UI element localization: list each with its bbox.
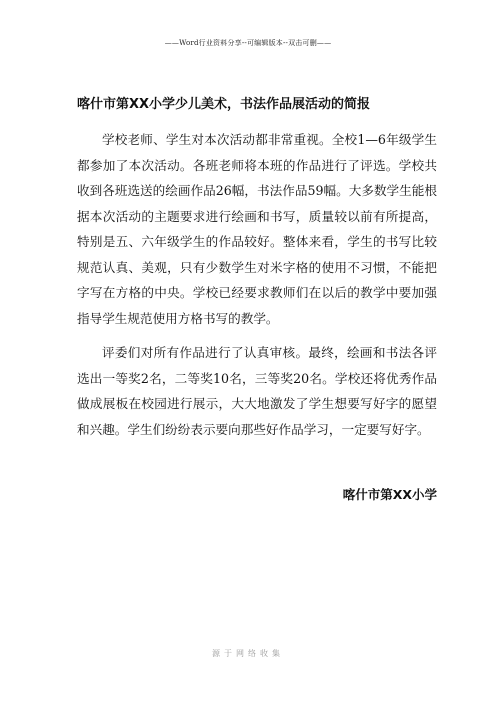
paragraph-award-results: 评委们对所有作品进行了认真审核。最终，绘画和书法各评选出一等奖2名，二等奖10名，三等奖20名。学校还将优秀作品做成展板在校园进行展示，大大地激发了学生想要写好字的愿望和兴趣。学生们纷纷表示要向那些好作品学习，一定要写好字。	[77, 345, 437, 437]
document-signature: 喀什市第XX小学	[342, 487, 437, 502]
document-title: 喀什市第XX小学少儿美术，书法作品展活动的简报	[77, 97, 371, 112]
page-footer: 源于网络收集	[212, 649, 284, 658]
page-header: ——Word行业资料分享--可编辑版本--双击可删——	[164, 39, 332, 47]
document-body	[77, 96, 437, 442]
paragraph-activity-summary: 学校老师、学生对本次活动都非常重视。全校1—6年级学生都参加了本次活动。各班老师将本班的作品进行了评选。学校共收到各班选送的绘画作品26幅，书法作品59幅。大多数学生能根据本次活动的主题要求进行绘画和书写，质量较以前有所提高，特别是五、六年级学生的作品较好。整体来看，学生的书写比较规范认真、美观，只有少数学生对米字格的使用不习惯，不能把字写在方格的中央。学校已经要求教师们在以后的教学中要加强指导学生规范使用方格书写的教学。	[77, 132, 437, 326]
